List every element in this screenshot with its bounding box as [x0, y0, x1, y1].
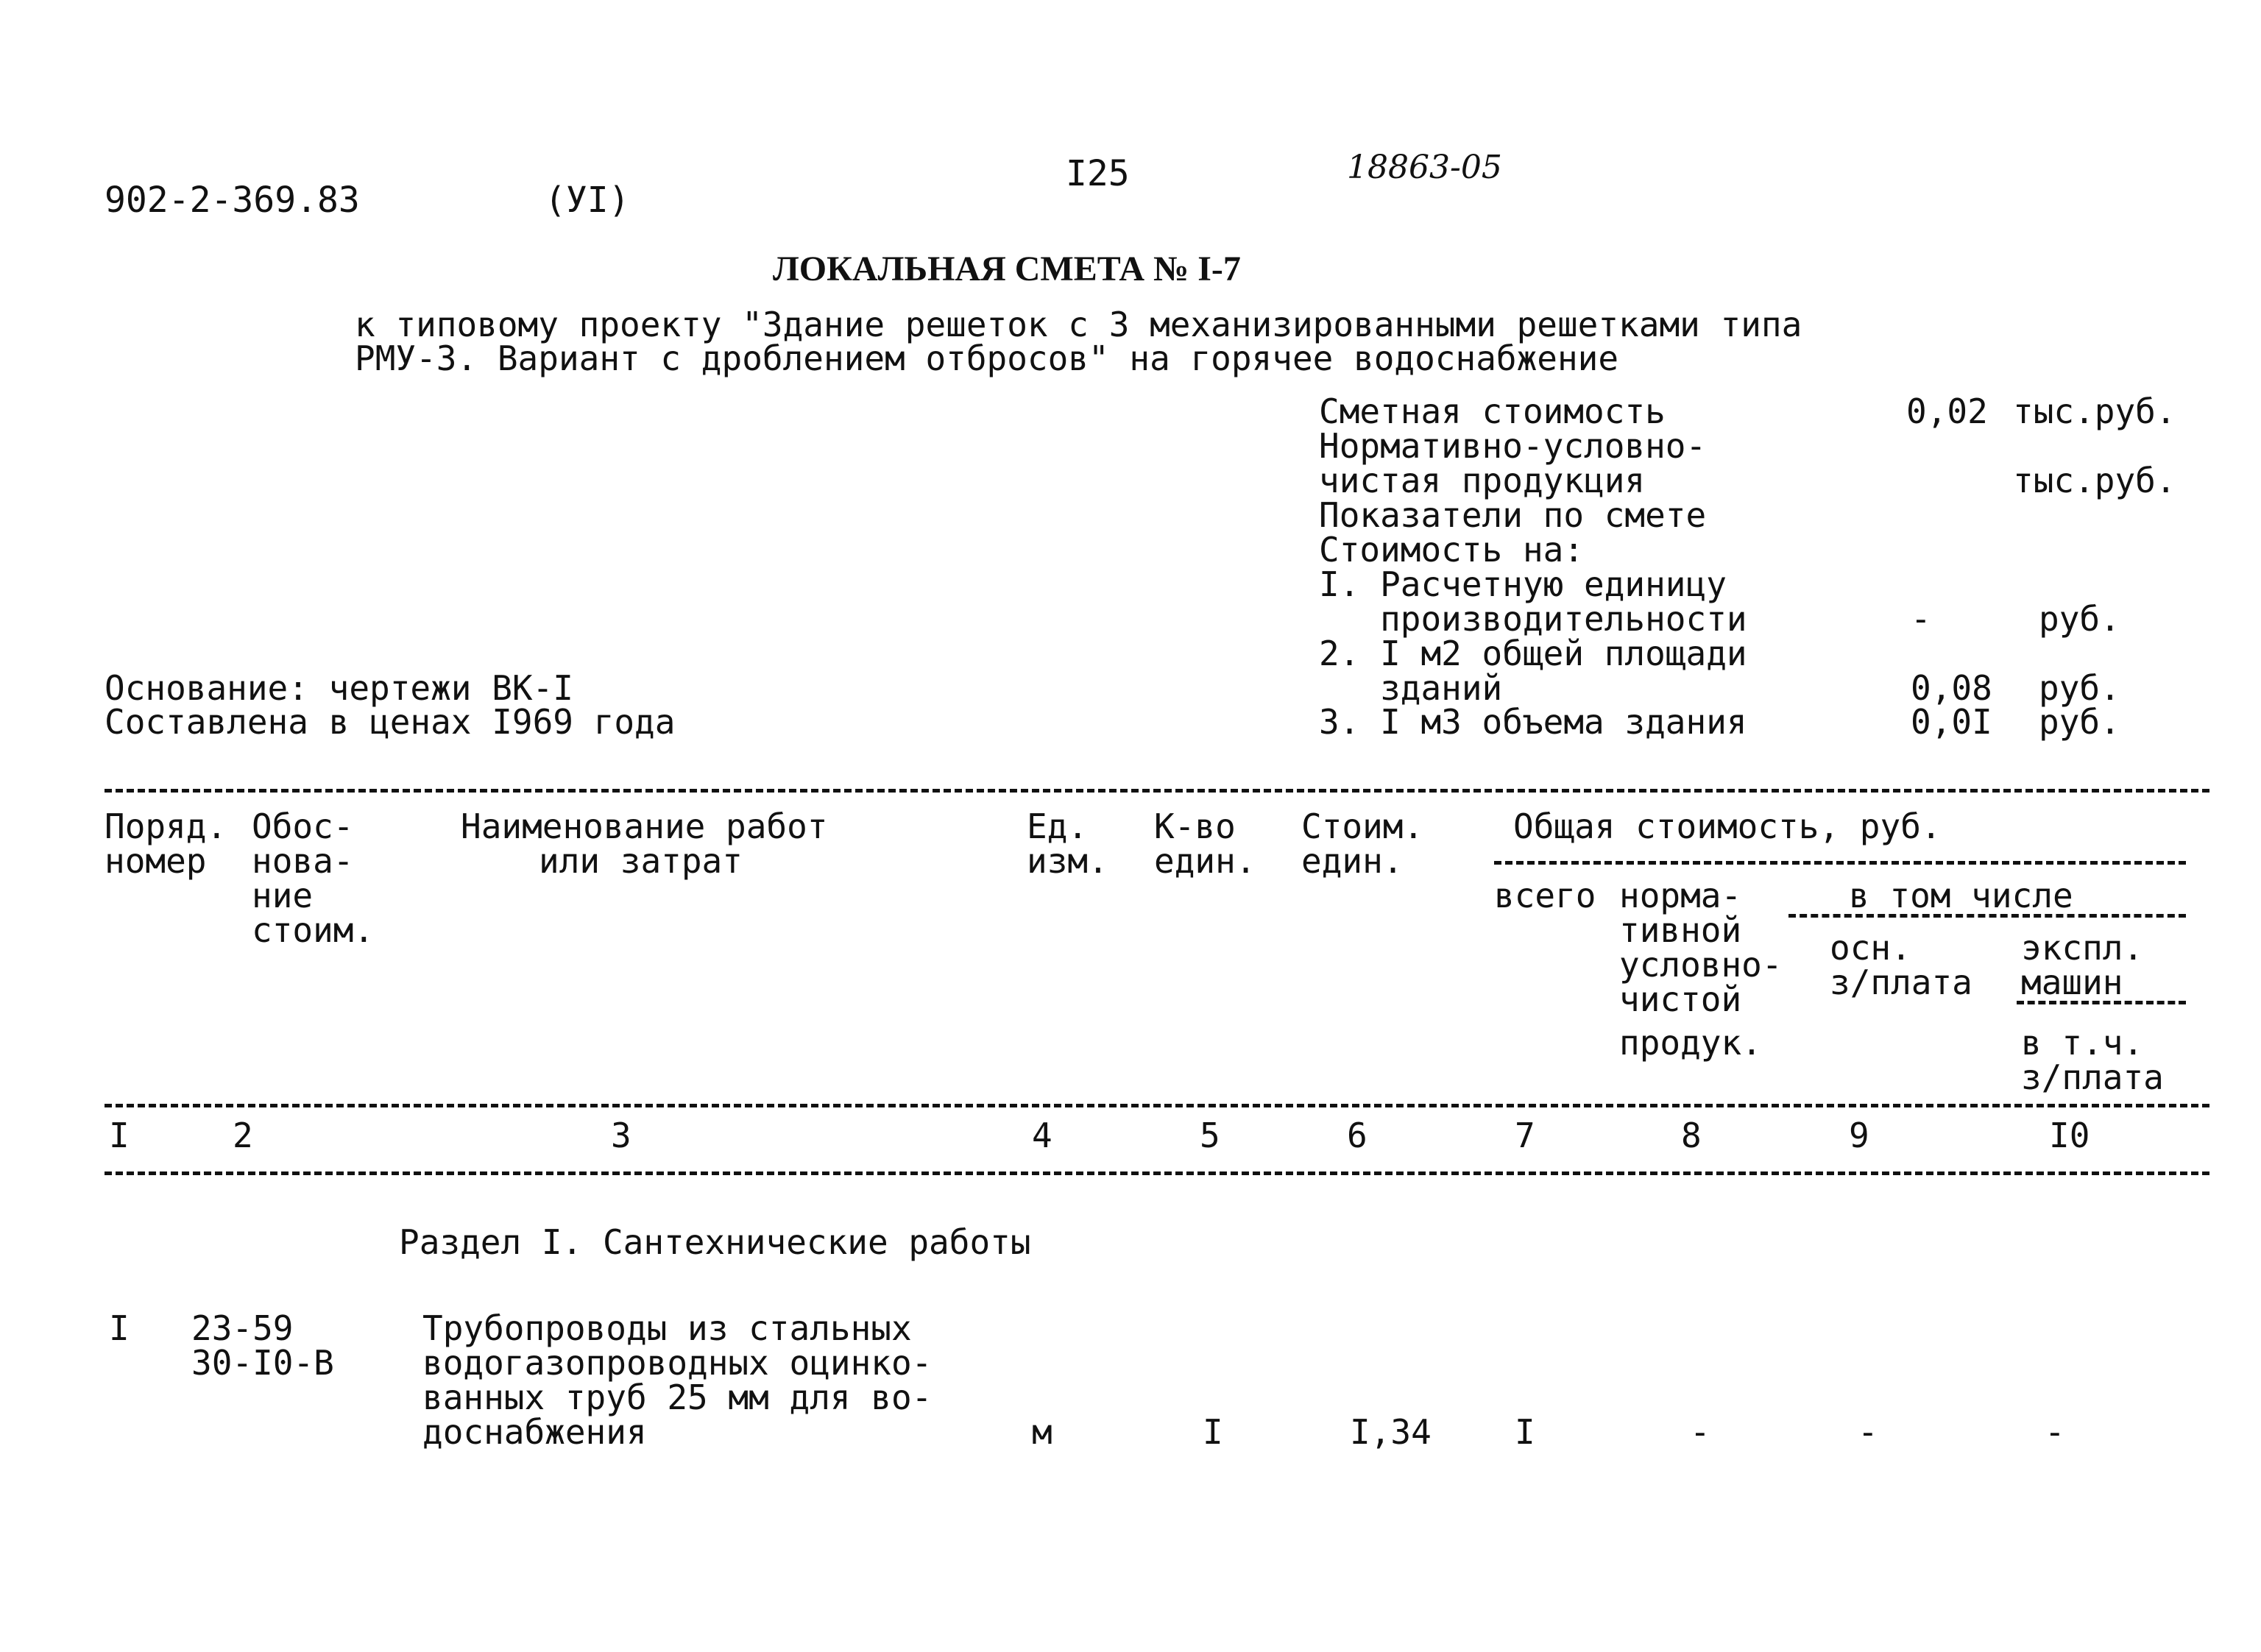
col-number: 9	[1849, 1116, 1869, 1155]
row-unit-cost: I,34	[1350, 1412, 1432, 1452]
col-number: 4	[1032, 1116, 1052, 1155]
summary-value: 0,08	[1911, 668, 1992, 708]
col-number: 5	[1200, 1116, 1220, 1155]
col4-header: Ед.	[1027, 806, 1089, 846]
summary-label: Нормативно-условно-	[1319, 426, 1707, 466]
col3-header: или затрат	[539, 841, 743, 881]
summary-value: 0,0I	[1911, 702, 1992, 742]
summary-unit: тыс.руб.	[2013, 461, 2176, 500]
header-bottom-rule	[105, 1104, 2209, 1107]
col8-header: норма-	[1619, 876, 1742, 915]
summary-value: -	[1911, 599, 1931, 639]
col8-header: чистой	[1619, 979, 1742, 1019]
col6-header: един.	[1301, 841, 1404, 881]
row-quantity: I	[1203, 1412, 1223, 1452]
col7-header: всего	[1494, 876, 1596, 915]
document-title: ЛОКАЛЬНАЯ СМЕТА № I-7	[773, 249, 1241, 288]
col-number: 2	[233, 1116, 253, 1155]
summary-label: Сметная стоимость	[1319, 391, 1666, 431]
total-cost-rule	[1494, 861, 2186, 865]
col6-header: Стоим.	[1301, 806, 1424, 846]
summary-label: зданий	[1319, 668, 1503, 708]
col9-header: осн.	[1830, 928, 1911, 968]
numbers-bottom-rule	[105, 1171, 2209, 1175]
col10-rule	[2017, 1001, 2186, 1004]
row-unit: м	[1032, 1412, 1052, 1452]
album-number: (УI)	[545, 180, 630, 221]
col1-header: номер	[105, 841, 207, 881]
col5-header: един.	[1154, 841, 1256, 881]
summary-unit: руб.	[2039, 702, 2120, 742]
col2-header: Обос-	[252, 806, 354, 846]
summary-label: Стоимость на:	[1319, 530, 1585, 570]
col9-header: з/плата	[1830, 963, 1972, 1002]
col3-header: Наименование работ	[461, 806, 828, 846]
basis-drawings: Основание: чертежи ВК-I	[105, 668, 573, 708]
including-rule	[1788, 914, 2186, 918]
col-number: 7	[1515, 1116, 1535, 1155]
row-number: I	[109, 1308, 130, 1348]
summary-label: производительности	[1319, 599, 1747, 639]
col-number: I	[109, 1116, 130, 1155]
summary-label: 2. I м2 общей площади	[1319, 634, 1747, 673]
including-header: в том числе	[1849, 876, 2073, 915]
table-top-rule	[105, 789, 2209, 793]
summary-label: I. Расчетную единицу	[1319, 564, 1727, 604]
summary-value: 0,02	[1906, 391, 1988, 431]
summary-label: чистая продукция	[1319, 461, 1646, 500]
col5-header: К-во	[1154, 806, 1236, 846]
total-cost-header: Общая стоимость, руб.	[1513, 806, 1942, 846]
title-line-1: к типовому проекту "Здание решеток с 3 механизированными решетками типа	[355, 305, 1802, 344]
col4-header: изм.	[1027, 841, 1108, 881]
row-name: ванных труб 25 мм для во-	[422, 1378, 933, 1417]
summary-unit: руб.	[2039, 599, 2120, 639]
row-name: доснабжения	[422, 1412, 647, 1452]
col8-header: условно-	[1619, 945, 1783, 985]
summary-unit: руб.	[2039, 668, 2120, 708]
row-name: Трубопроводы из стальных	[422, 1308, 912, 1348]
basis-prices: Составлена в ценах I969 года	[105, 702, 676, 742]
row-base-wage: -	[1858, 1412, 1878, 1452]
col-number: 3	[611, 1116, 631, 1155]
col2-header: нова-	[252, 841, 354, 881]
handwritten-number: 18863-05	[1347, 149, 1502, 186]
col-number: 6	[1347, 1116, 1367, 1155]
row-machines: -	[2045, 1412, 2065, 1452]
col10-sub-header: з/плата	[2021, 1057, 2164, 1097]
row-norm-product: -	[1690, 1412, 1710, 1452]
row-total: I	[1515, 1412, 1535, 1452]
title-line-2: РМУ-3. Вариант с дроблением отбросов" на горячее водоснабжение	[355, 338, 1619, 378]
col10-header: экспл.	[2021, 928, 2144, 968]
col1-header: Поряд.	[105, 806, 227, 846]
row-basis: 23-59	[191, 1308, 294, 1348]
col-number: 8	[1681, 1116, 1702, 1155]
summary-label: 3. I м3 объема здания	[1319, 702, 1747, 742]
row-name: водогазопроводных оцинко-	[422, 1343, 933, 1383]
section-title: Раздел I. Сантехнические работы	[399, 1222, 1031, 1262]
row-basis: 30-I0-В	[191, 1343, 334, 1383]
summary-label: Показатели по смете	[1319, 495, 1707, 535]
col8-header: тивной	[1619, 910, 1742, 950]
col8-header: продук.	[1619, 1023, 1762, 1063]
col2-header: ние	[252, 876, 314, 915]
doc-code: 902-2-369.83	[105, 180, 360, 221]
col10-sub-header: в т.ч.	[2021, 1023, 2144, 1063]
col2-header: стоим.	[252, 910, 375, 950]
col-number: I0	[2049, 1116, 2090, 1155]
summary-unit: тыс.руб.	[2013, 391, 2176, 431]
col10-header: машин	[2021, 963, 2123, 1002]
page-number: I25	[1066, 153, 1130, 194]
